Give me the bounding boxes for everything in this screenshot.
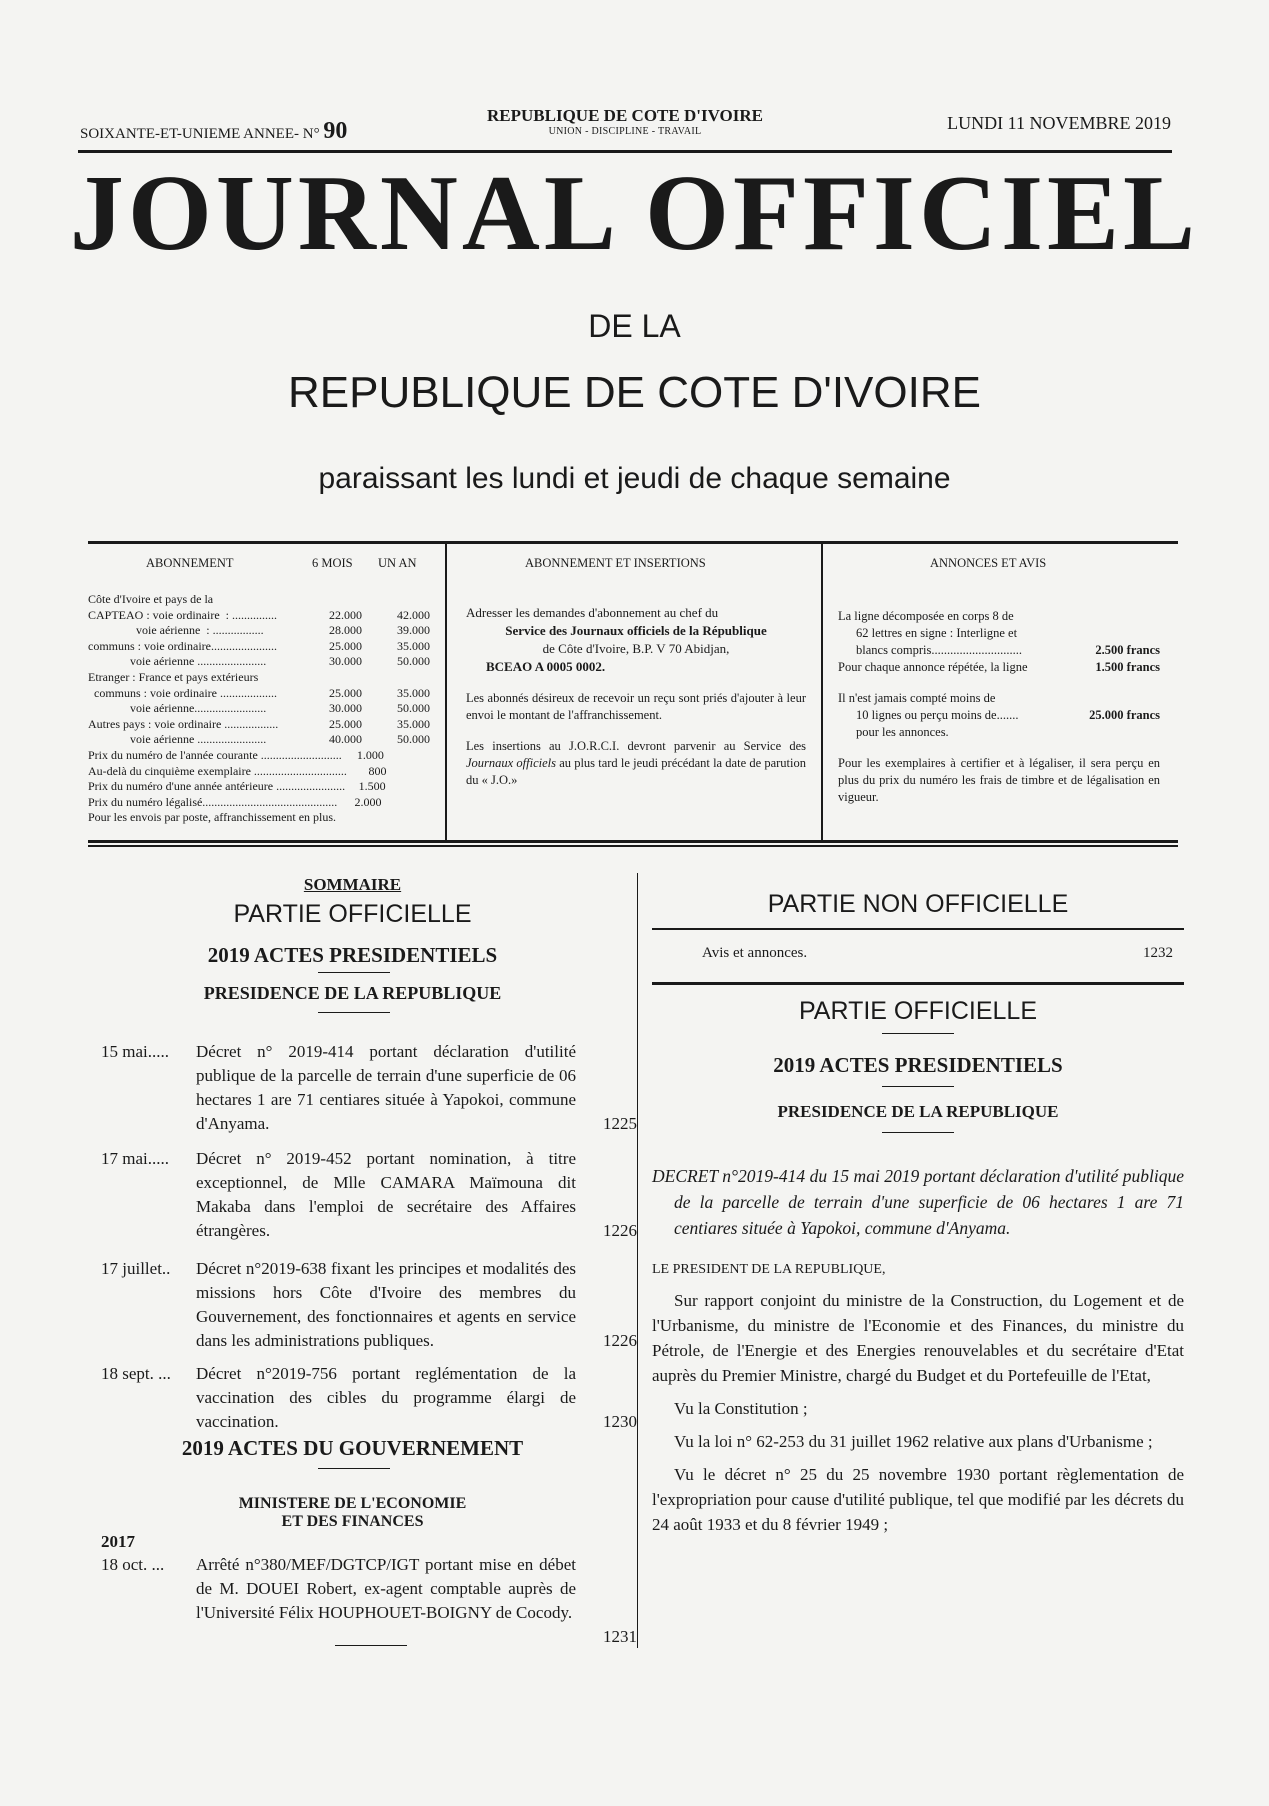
rate-label: voie aérienne........................ <box>88 701 267 716</box>
rate-un-an <box>387 764 430 780</box>
rate-6-mois: 25.000 <box>329 716 362 731</box>
annonces-price-2: 1.500 francs <box>1095 660 1160 674</box>
rate-un-an <box>362 592 430 608</box>
subtitle-de-la: DE LA <box>588 308 681 344</box>
decree-title: DECRET n°2019-414 du 15 mai 2019 portant déclaration d'utilité publique de la parcelle de terrain d'une superficie de 06 hectares 1 are 71 centiares située à Yapokoi, commune d'Anyama. <box>652 1166 1184 1238</box>
left-rule-3 <box>318 1468 390 1469</box>
rate-un-an: 35.000 <box>397 716 430 731</box>
receipt-note: Les abonnés désireux de recevoir un reçu sont priés d'ajouter à leur envoi le montant de l'affranchissement. <box>466 691 806 722</box>
rate-6-mois: 40.000 <box>329 732 362 747</box>
avis-annonces: Avis et annonces. <box>702 945 808 961</box>
partie-non-officielle: PARTIE NON OFFICIELLE <box>767 890 1069 918</box>
annonces-price-3: 25.000 francs <box>1089 708 1160 722</box>
left-rule-1 <box>318 972 390 973</box>
annonces-line-3: blancs compris............................. <box>856 643 1022 657</box>
rate-row <box>88 670 430 686</box>
legalisation-note: Pour les exemplaires à certifier et à légaliser, il sera perçu en plus du prix du numéro les frais de timbre et de légalisation en vigueur. <box>838 756 1160 804</box>
rate-6-mois: 800 <box>368 763 387 778</box>
entry-date: 15 mai..... <box>101 1042 169 1061</box>
rate-6-mois: 22.000 <box>329 607 362 622</box>
rate-label: Pour les envois par poste, affranchissement en plus. <box>88 810 337 825</box>
entry-text: Arrêté n°380/MEF/DGTCP/IGT portant mise en débet de M. DOUEI Robert, ex-agent comptable auprès de l'Université Félix HOUPHOUET-BOIGNY de Cocody. <box>196 1555 576 1622</box>
rate-un-an <box>382 795 430 811</box>
rate-row <box>88 701 430 717</box>
header-annonces: ANNONCES ET AVIS <box>930 556 1047 570</box>
rate-un-an: 50.000 <box>397 732 430 747</box>
rate-6-mois: 25.000 <box>329 638 362 653</box>
entry-page: 1226 <box>603 1221 637 1240</box>
annonces-line-4: Pour chaque annonce répétée, la ligne <box>838 660 1028 674</box>
column-divider <box>637 873 638 1648</box>
ministere-line-1: MINISTERE DE L'ECONOMIE <box>238 1495 467 1512</box>
rate-row <box>88 764 430 780</box>
masthead-republic <box>470 106 780 137</box>
rate-6-mois: 30.000 <box>329 701 362 716</box>
right-presidence: PRESIDENCE DE LA REPUBLIQUE <box>777 1102 1059 1121</box>
annonces-row-3 <box>838 707 1160 724</box>
insertions-line-3: de Côte d'Ivoire, B.P. V 70 Abidjan, <box>542 641 730 656</box>
issue-date: LUNDI 11 NOVEMBRE 2019 <box>947 113 1171 133</box>
rate-un-an <box>384 748 430 764</box>
entry-date: 17 mai..... <box>101 1149 169 1168</box>
rate-label: Au-delà du cinquième exemplaire ............................... <box>88 763 347 778</box>
journal-title: JOURNAL OFFICIEL <box>69 154 1200 273</box>
republic-name: REPUBLIQUE DE COTE D'IVOIRE <box>487 106 763 125</box>
rate-un-an: 50.000 <box>397 654 430 669</box>
box-top-rule <box>88 541 1178 544</box>
rate-label: Côte d'Ivoire et pays de la <box>88 592 214 606</box>
insertions-line-4: BCEAO A 0005 0002. <box>486 659 606 674</box>
annonces-row-2 <box>838 659 1160 676</box>
rate-6-mois <box>300 670 362 686</box>
rate-un-an <box>362 670 430 686</box>
annonces-row-1 <box>838 642 1160 659</box>
rate-6-mois <box>300 592 362 608</box>
annonces-price-1: 2.500 francs <box>1095 643 1160 657</box>
right-rule-4 <box>882 1086 954 1087</box>
ministere-line-2: ET DES FINANCES <box>281 1513 424 1530</box>
rate-un-an: 39.000 <box>397 623 430 638</box>
rate-row <box>88 686 430 702</box>
rate-label: communs : voie ordinaire...................... <box>88 638 277 653</box>
ministere-heading <box>80 1495 625 1531</box>
rate-un-an: 35.000 <box>397 685 430 700</box>
subtitle-republic: REPUBLIQUE DE COTE D'IVOIRE <box>288 368 981 417</box>
entry-text: Décret n° 2019-414 portant déclaration d'utilité publique de la parcelle de terrain d'une superficie de 06 hectares 1 are 71 centiares située à Yapokoi, commune d'Anyama. <box>196 1042 576 1133</box>
insertions-line-2: Service des Journaux officiels de la République <box>505 623 767 638</box>
entry-date: 18 oct. ... <box>101 1555 165 1574</box>
box-divider-1 <box>445 544 447 840</box>
rate-label: Autres pays : voie ordinaire .................. <box>88 716 279 731</box>
rate-6-mois: 28.000 <box>329 623 362 638</box>
sommaire-heading: SOMMAIRE <box>303 875 402 894</box>
annonces-line-1: La ligne décomposée en corps 8 de <box>838 609 1014 623</box>
deadline-note <box>466 738 806 789</box>
insertions-line-1: Adresser les demandes d'abonnement au chef du <box>466 605 719 620</box>
right-rule-5 <box>882 1132 954 1133</box>
annonces-block <box>838 608 1160 806</box>
right-rule-1 <box>652 928 1184 930</box>
rate-row <box>88 748 430 764</box>
entry-text: Décret n° 2019-452 portant nomination, à titre exceptionnel, de Mlle CAMARA Maïmouna dit Makaba dans l'emploi de secrétaire des Affaires étrangères. <box>196 1149 576 1240</box>
volume-label: SOIXANTE-ET-UNIEME ANNEE- N° <box>80 126 320 142</box>
rate-6-mois: 2.000 <box>354 794 382 809</box>
header-6-mois: 6 MOIS <box>312 556 353 570</box>
entry-text: Décret n°2019-638 fixant les principes et modalités des missions hors Côte d'Ivoire des membres du Gouvernement, des fonctionnaires et agents en service dans les administrations publiques. <box>196 1259 576 1350</box>
entry-text: Décret n°2019-756 portant reglémentation de la vaccination des cibles du programme élargi de vaccination. <box>196 1364 576 1431</box>
rates-table <box>88 592 430 826</box>
rate-row <box>88 608 430 624</box>
left-presidence: PRESIDENCE DE LA REPUBLIQUE <box>203 983 502 1003</box>
decree-paragraph-4: Vu le décret n° 25 du 25 novembre 1930 portant règlementation de l'expropriation pour cause d'utilité publique, tel que modifié par les décrets du 24 août 1933 et du 8 février 1949 ; <box>652 1465 1184 1534</box>
right-rule-2 <box>652 982 1184 985</box>
rate-label: communs : voie ordinaire ................... <box>88 685 277 700</box>
box-divider-2 <box>821 544 823 840</box>
rate-label: Etranger : France et pays extérieurs <box>88 669 259 684</box>
rate-row <box>88 810 430 826</box>
volume-line <box>80 118 347 145</box>
right-actes-presidentiels: 2019 ACTES PRESIDENTIELS <box>773 1053 1063 1077</box>
rate-un-an <box>381 810 430 826</box>
left-rule-2 <box>318 1012 390 1013</box>
header-insertions: ABONNEMENT ET INSERTIONS <box>525 556 706 570</box>
rate-6-mois: 25.000 <box>329 685 362 700</box>
left-partie-officielle: PARTIE OFFICIELLE <box>233 900 472 928</box>
box-bottom-rule-2 <box>88 845 1178 847</box>
annonces-line-6: 10 lignes ou perçu moins de....... <box>856 708 1019 722</box>
rate-row <box>88 592 430 608</box>
rate-label: voie aérienne ....................... <box>88 654 267 669</box>
right-partie-officielle: PARTIE OFFICIELLE <box>798 997 1038 1025</box>
le-president: LE PRESIDENT DE LA REPUBLIQUE, <box>652 1262 886 1277</box>
header-abonnement: ABONNEMENT <box>146 556 234 570</box>
box-bottom-rule <box>88 840 1178 843</box>
rate-label: voie aérienne : ................. <box>88 623 264 638</box>
deadline-note-a: Les insertions au J.O.R.C.I. devront parvenir au Service des <box>466 739 806 753</box>
rate-row <box>88 654 430 670</box>
rate-6-mois: 1.000 <box>356 747 384 762</box>
masthead-rule <box>78 150 1172 153</box>
entry-page: 1225 <box>603 1114 637 1133</box>
rate-row <box>88 795 430 811</box>
rate-row <box>88 639 430 655</box>
rate-label: CAPTEAO : voie ordinaire : ............... <box>88 607 277 622</box>
rate-row <box>88 623 430 639</box>
header-un-an: UN AN <box>378 556 417 570</box>
rate-6-mois: 1.500 <box>358 779 386 794</box>
entry-page: 1230 <box>603 1412 637 1431</box>
issue-number: 90 <box>323 118 348 144</box>
year-2017: 2017 <box>101 1532 135 1551</box>
left-actes-presidentiels: 2019 ACTES PRESIDENTIELS <box>207 943 498 967</box>
annonces-line-7: pour les annonces. <box>856 725 949 739</box>
left-rule-4 <box>335 1645 407 1646</box>
rate-label: voie aérienne ....................... <box>88 732 267 747</box>
rate-un-an: 50.000 <box>397 701 430 716</box>
annonces-line-5: Il n'est jamais compté moins de <box>838 691 996 705</box>
rate-label: Prix du numéro légalisé............................................. <box>88 794 338 809</box>
insertions-block <box>466 604 806 789</box>
rate-6-mois <box>336 810 381 826</box>
entry-date: 17 juillet.. <box>101 1259 171 1278</box>
tagline: paraissant les lundi et jeudi de chaque semaine <box>318 462 951 495</box>
annonces-line-2: 62 lettres en signe : Interligne et <box>856 626 1018 640</box>
avis-page: 1232 <box>1143 945 1173 961</box>
deadline-note-c: au plus tard le jeudi précédant la date de parution du « J.O.» <box>466 756 806 787</box>
decree-paragraph-3: Vu la loi n° 62-253 du 31 juillet 1962 relative aux plans d'Urbanisme ; <box>674 1432 1153 1451</box>
rate-un-an: 42.000 <box>397 607 430 622</box>
left-actes-gouvernement: 2019 ACTES DU GOUVERNEMENT <box>181 1436 524 1460</box>
entry-date: 18 sept. ... <box>101 1364 171 1383</box>
decree-body <box>652 1163 1184 1545</box>
entry-page: 1231 <box>603 1627 637 1646</box>
rate-label: Prix du numéro d'une année antérieure ....................... <box>88 779 346 794</box>
motto: UNION - DISCIPLINE - TRAVAIL <box>548 126 702 137</box>
rate-row <box>88 717 430 733</box>
rate-6-mois: 30.000 <box>329 654 362 669</box>
decree-paragraph-2: Vu la Constitution ; <box>674 1399 808 1418</box>
rate-un-an: 35.000 <box>397 638 430 653</box>
right-rule-3 <box>882 1033 954 1034</box>
rate-un-an <box>386 779 430 795</box>
rate-label: Prix du numéro de l'année courante ........................... <box>88 747 342 762</box>
decree-paragraph-1: Sur rapport conjoint du ministre de la Construction, du Logement et de l'Urbanisme, du ministre de l'Economie et des Finances, du ministre du Pétrole, de l'Energie et des Energies renouvelables et du secrétaire d'Etat auprès du Premier Ministre, chargé du Budget et du Portefeuille de l'Etat, <box>652 1291 1184 1385</box>
entry-page: 1226 <box>603 1331 637 1350</box>
rate-row <box>88 732 430 748</box>
rate-row <box>88 779 430 795</box>
deadline-note-b: Journaux officiels <box>466 756 556 770</box>
